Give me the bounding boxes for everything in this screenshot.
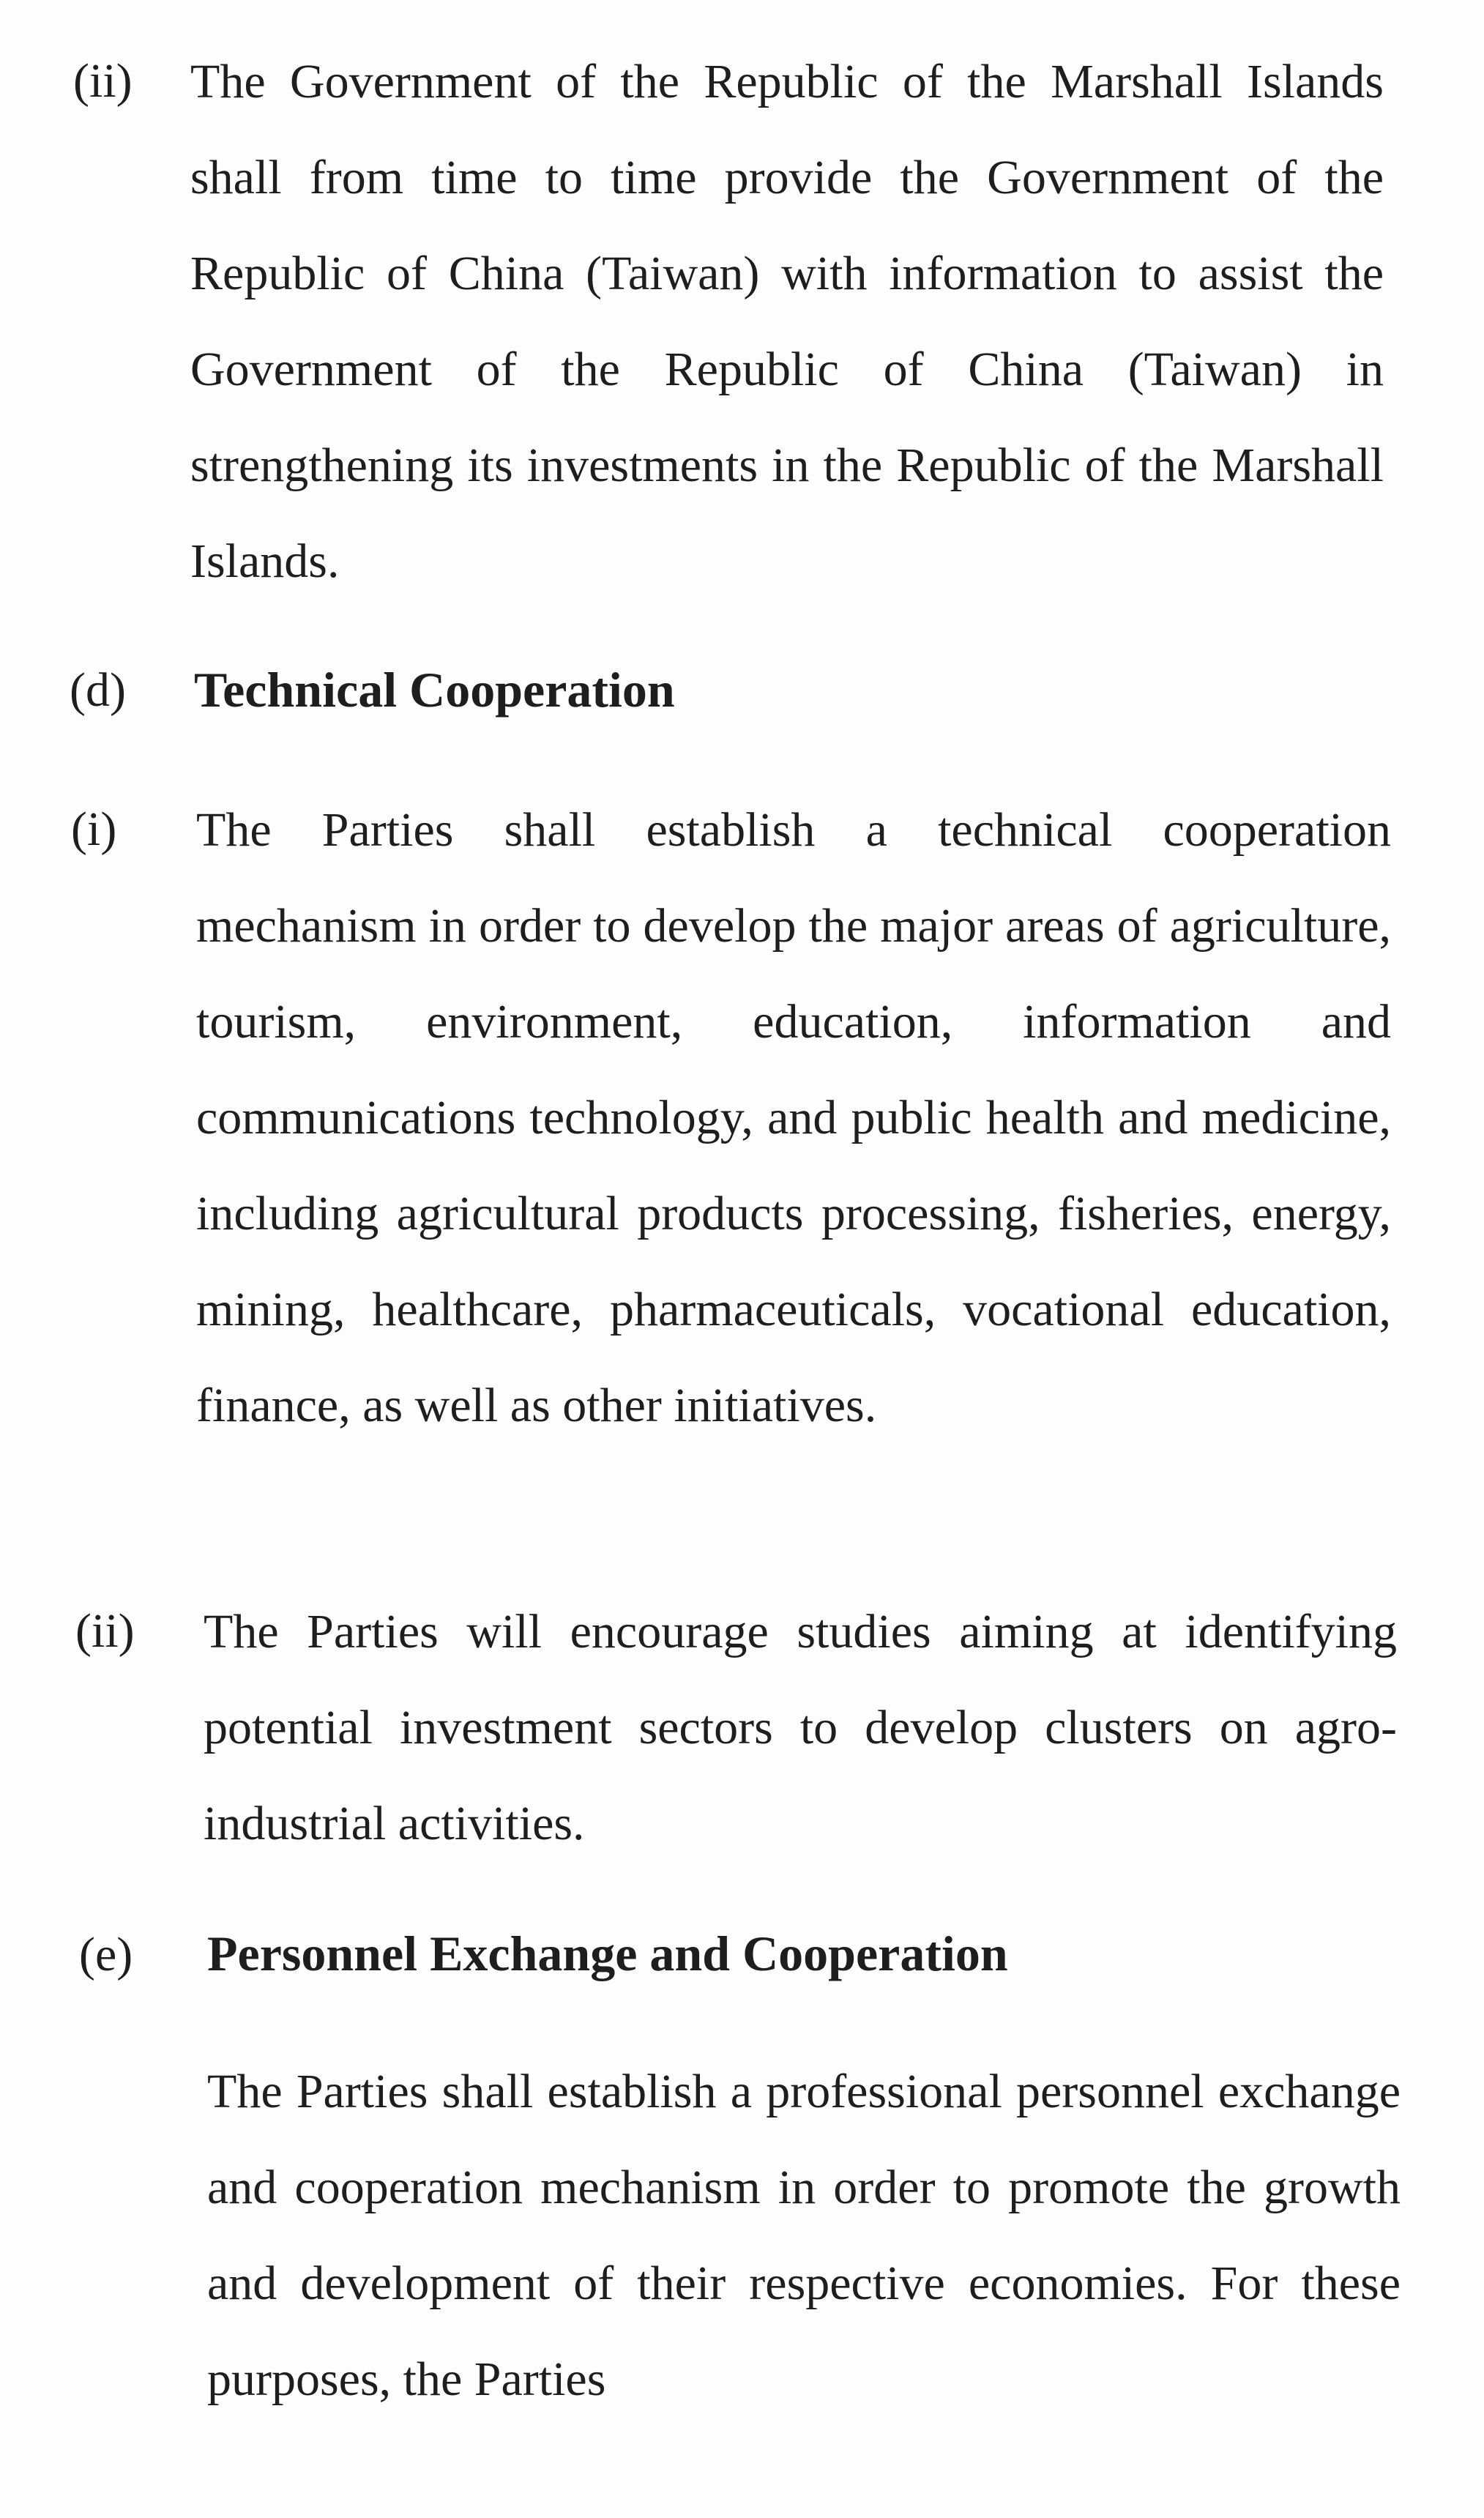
item-text-d-i: The Parties shall establish a technical cooperation mechanism in order to develop the major areas of agriculture, tourism, environment, education, information and communications technology, and public health and medicine, including agricultural products processing, fisheries, energy, mining, healthcare, pharmaceuticals, vocational education, finance, as well as other initiatives.: [196, 803, 1391, 1432]
item-text-c-ii: The Government of the Republic of the Marshall Islands shall from time to time provide the Government of the Republic of China (Taiwan) with information to assist the Government of the Republic of China (Taiwan) in strengthening its investments in the Republic of the Marshall Islands.: [190, 55, 1384, 588]
section-heading-technical-cooperation: Technical Cooperation: [194, 662, 675, 718]
section-heading-personnel-exchange: Personnel Exchange and Cooperation: [207, 1926, 1008, 1981]
section-label-d: (d): [70, 663, 126, 717]
paragraph-personnel-exchange: The Parties shall establish a professional personnel exchange and cooperation mechanism in order to promote the growth and development of their respective economies. For these purposes, the Parties: [207, 2065, 1401, 2406]
item-label-d-i: (i): [71, 802, 117, 856]
item-label-d-ii: (ii): [75, 1604, 135, 1658]
item-text-d-ii: The Parties will encourage studies aiming at identifying potential investment sectors to develop clusters on agro-industrial activities.: [204, 1605, 1397, 1850]
item-label-c-ii: (ii): [73, 54, 133, 108]
section-label-e: (e): [79, 1928, 133, 1981]
